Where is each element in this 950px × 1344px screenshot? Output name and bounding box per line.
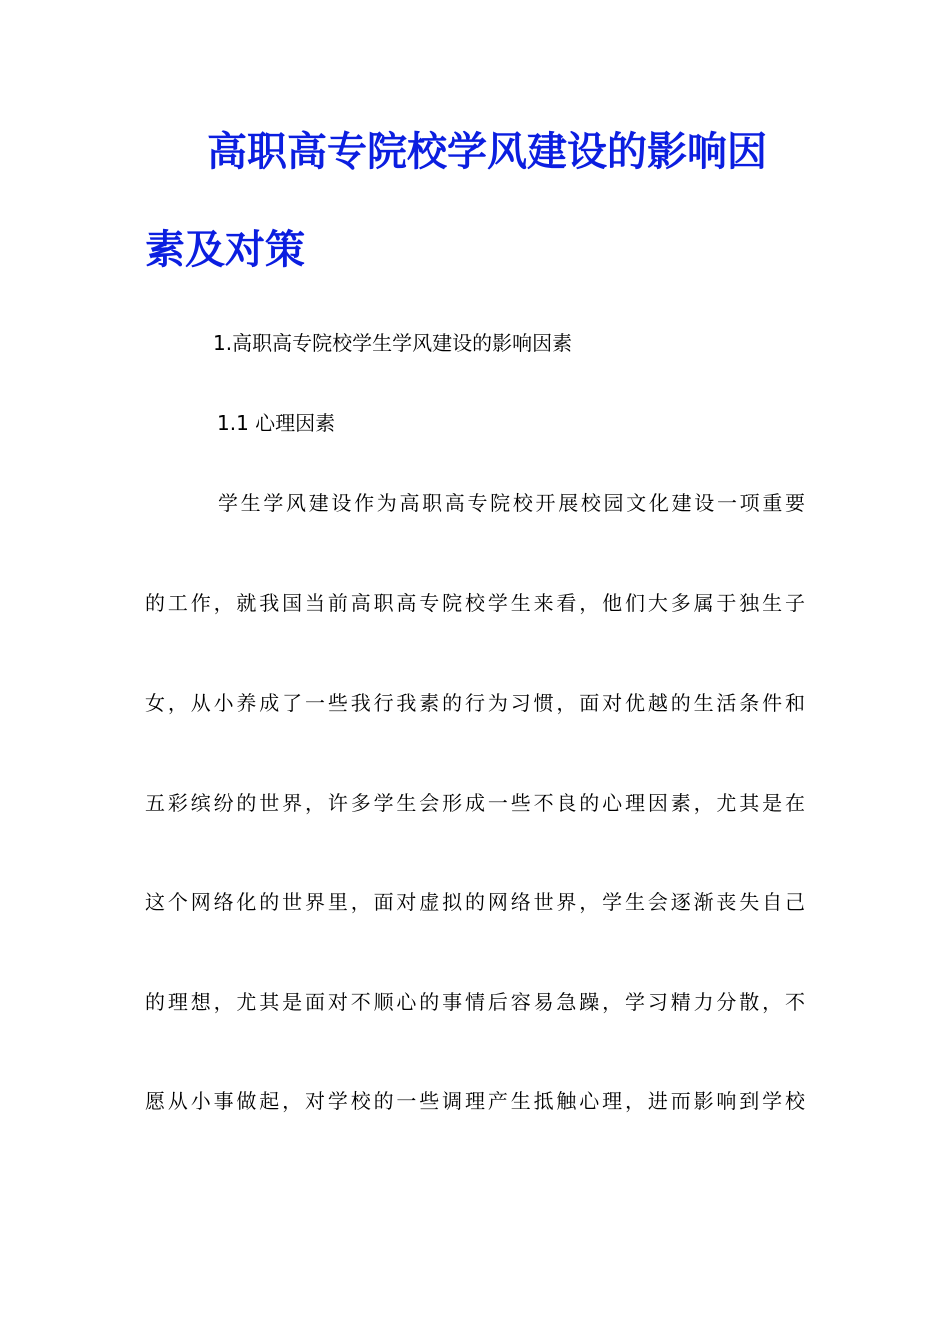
paragraph-line-5: 这个网络化的世界里，面对虚拟的网络世界，学生会逐渐丧失自己 (145, 890, 805, 914)
document-title-line-2: 素及对策 (145, 226, 305, 273)
paragraph-line-7: 愿从小事做起，对学校的一些调理产生抵触心理，进而影响到学校 (145, 1089, 805, 1113)
section-heading: 1.高职高专院校学生学风建设的影响因素 (213, 331, 573, 355)
paragraph-line-6: 的理想，尤其是面对不顺心的事情后容易急躁，学习精力分散，不 (145, 990, 805, 1014)
paragraph-line-1: 学生学风建设作为高职高专院校开展校园文化建设一项重要 (218, 491, 805, 515)
paragraph-line-2: 的工作，就我国当前高职高专院校学生来看，他们大多属于独生子 (145, 591, 805, 615)
paragraph-line-4: 五彩缤纷的世界，许多学生会形成一些不良的心理因素，尤其是在 (145, 791, 805, 815)
paragraph-line-3: 女，从小养成了一些我行我素的行为习惯，面对优越的生活条件和 (145, 691, 805, 715)
document-title-line-1: 高职高专院校学风建设的影响因 (207, 128, 767, 175)
subsection-heading: 1.1 心理因素 (217, 411, 336, 435)
